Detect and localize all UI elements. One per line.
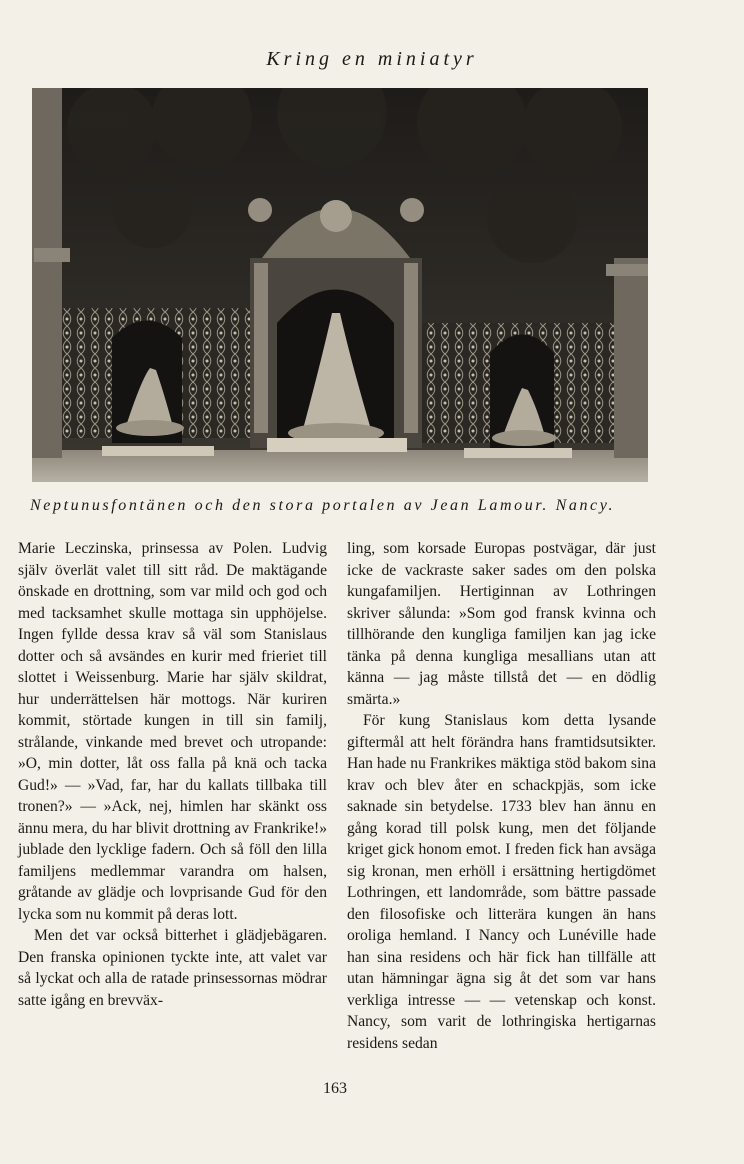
paragraph: ling, som korsade Europas postvägar, där just icke de vackraste saker sades om den polska kungafamiljen. Hertiginnan av Lothringen skriver sålunda: »Som god fransk kvinna och tillhörande den kungliga familjen kan jag icke tänka på denna kungliga mesallians utan att känna — jag måste tillstå det — en dödlig smärta.» xyxy=(347,540,656,708)
paragraph: Marie Leczinska, prinsessa av Polen. Ludvig själv överlät valet till sitt råd. De maktägande önskade en drottning, som var mild och god och med tacksamhet skulle mottaga sin upphöjelse. Ingen fyllde dessa krav så väl som Stanislaus dotter och så avsändes en kurir med frieriet till slottet i Weissenburg. Marie har själv skildrat, hur underrättelsen här mottogs. När kuriren kommit, störtade kungen in till sin familj, strålande, vinkande med brevet och utropande: »O, min dotter, låt oss falla på knä och tacka Gud!» — »Vad, far, har du kallats tillbaka till tronen?» — »Ack, nej, himlen har skänkt oss ännu mera, du har blivit drottning av Frankrike!» jublade den lycklige fadern. Och så föll den lilla familjens medlemmar varandra om halsen, gråtande av glädje och lovprisande Gud för den lycka som nu kommit på deras lott. xyxy=(18,540,327,923)
left-column xyxy=(18,538,327,1011)
running-head: Kring en miniatyr xyxy=(266,48,478,70)
paragraph: För kung Stanislaus kom detta lysande giftermål att helt förändra hans framtidsutsikter. Han hade nu Frankrikes mäktiga stöd bakom sina krav och blev åter en schackpjäs, som icke saknade sin betydelse. 1733 blev han ännu en gång korad till polsk kung, men det följande kriget gick honom emot. I freden fick han avsäga sig kronan, men erhöll i ersättning hertigdömet Lothringen, ett landområde, som bättre passade den filosofiske och litterära kungen än hans oroliga hemland. I Nancy och Lunéville hade han sina residens och här fick han tillfälle att utan hämningar ägna sig åt det som var hans verkliga intresse — — vetenskap och konst. Nancy, som varit de lothringiska hertigarnas residens sedan xyxy=(347,712,656,1052)
figure-caption: Neptunusfontänen och den stora portalen av Jean Lamour. Nancy. xyxy=(30,497,616,514)
fountain-illustration xyxy=(32,88,648,482)
right-column xyxy=(347,538,656,1054)
page-number: 163 xyxy=(323,1080,347,1097)
fountain-photograph xyxy=(32,88,648,482)
paragraph: Men det var också bitterhet i glädjebägaren. Den franska opinionen tyckte inte, att valet var så lyckat och alla de ratade prinsessornas mödrar satte igång en brevväx- xyxy=(18,927,327,1009)
